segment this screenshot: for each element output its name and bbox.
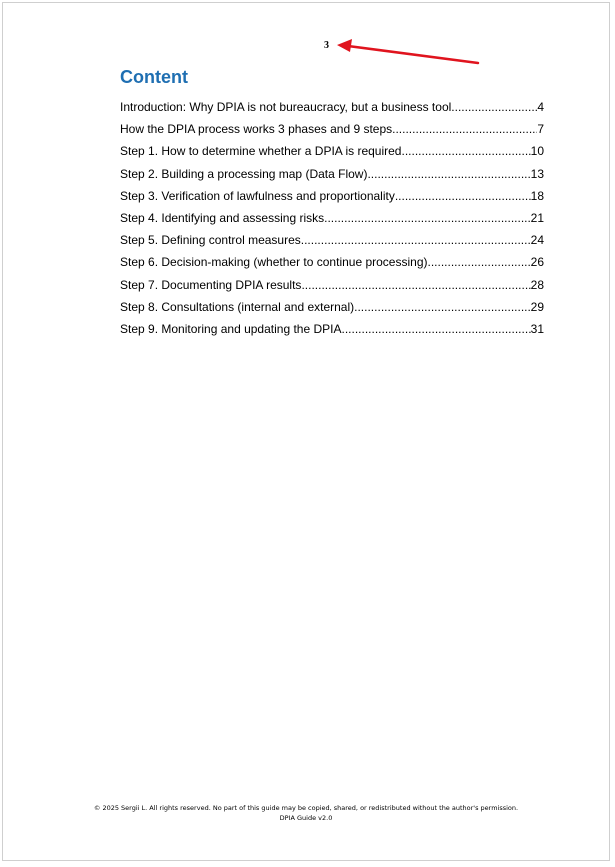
toc-entry-page: 31	[530, 321, 544, 336]
toc-entry-step-3[interactable]	[120, 185, 544, 207]
toc-dot-leader	[367, 167, 530, 181]
toc-entry-label: Step 3. Verification of lawfulness and proportionality	[120, 188, 395, 203]
toc-dot-leader	[428, 255, 531, 269]
toc-entry-page: 26	[530, 255, 544, 270]
toc-entry-process-overview[interactable]	[120, 118, 544, 140]
toc-entry-step-2[interactable]	[120, 163, 544, 185]
toc-dot-leader	[451, 100, 537, 114]
table-of-contents	[120, 96, 544, 340]
footer-version: DPIA Guide v2.0	[279, 814, 333, 822]
toc-entry-label: Step 2. Building a processing map (Data Flow)	[120, 166, 368, 181]
toc-entry-step-8[interactable]	[120, 296, 544, 318]
toc-entry-page: 24	[530, 233, 544, 248]
toc-entry-step-9[interactable]	[120, 318, 544, 340]
toc-entry-page: 10	[530, 144, 544, 159]
toc-dot-leader	[324, 211, 531, 225]
toc-dot-leader	[341, 322, 530, 336]
toc-dot-leader	[392, 122, 537, 136]
toc-entry-introduction[interactable]	[120, 96, 544, 118]
toc-entry-page: 28	[530, 277, 544, 292]
toc-entry-label: Step 8. Consultations (internal and external)	[120, 299, 355, 314]
toc-entry-label: How the DPIA process works 3 phases and 9 steps	[120, 122, 393, 137]
toc-dot-leader	[354, 300, 531, 314]
toc-dot-leader	[301, 233, 531, 247]
toc-entry-label: Step 6. Decision-making (whether to continue processing)	[120, 255, 428, 270]
toc-entry-step-5[interactable]	[120, 229, 544, 251]
toc-entry-page: 13	[530, 166, 544, 181]
toc-dot-leader	[301, 278, 530, 292]
toc-dot-leader	[395, 189, 531, 203]
toc-title: Content	[120, 67, 188, 87]
toc-entry-label: Step 5. Defining control measures	[120, 233, 301, 248]
toc-entry-label: Step 9. Monitoring and updating the DPIA	[120, 321, 342, 336]
toc-entry-step-6[interactable]	[120, 251, 544, 273]
toc-entry-page: 21	[530, 211, 544, 226]
toc-entry-label: Step 4. Identifying and assessing risks	[120, 211, 325, 226]
toc-entry-step-7[interactable]	[120, 274, 544, 296]
toc-entry-page: 7	[537, 122, 544, 137]
toc-entry-page: 18	[530, 188, 544, 203]
toc-entry-label: Step 7. Documenting DPIA results	[120, 277, 302, 292]
toc-dot-leader	[401, 144, 530, 158]
footer-copyright: © 2025 Sergii L. All rights reserved. No part of this guide may be copied, shared, or redistributed without the author's permission.	[93, 804, 519, 812]
toc-entry-step-1[interactable]	[120, 140, 544, 162]
toc-entry-page: 4	[537, 100, 544, 115]
toc-entry-page: 29	[530, 299, 544, 314]
toc-entry-label: Step 1. How to determine whether a DPIA is required	[120, 144, 402, 159]
page-footer	[2, 803, 610, 823]
toc-entry-label: Introduction: Why DPIA is not bureaucracy, but a business tool	[120, 100, 452, 115]
toc-entry-step-4[interactable]	[120, 207, 544, 229]
page-number: 3	[324, 40, 329, 51]
